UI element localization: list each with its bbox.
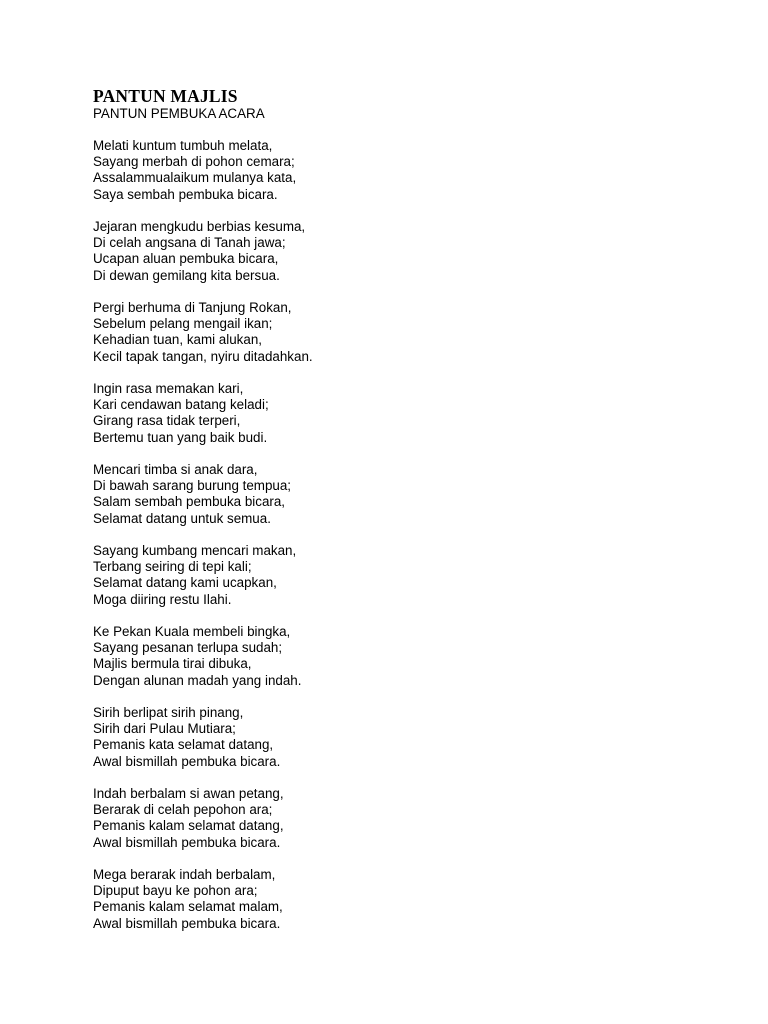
- stanza-line: Sirih berlipat sirih pinang,: [93, 705, 244, 720]
- stanza-line: Awal bismillah pembuka bicara.: [93, 915, 281, 931]
- stanza-line: Awal bismillah pembuka bicara.: [93, 834, 281, 850]
- stanza-4: [93, 381, 733, 446]
- stanza-line: Ke Pekan Kuala membeli bingka,: [93, 624, 291, 639]
- stanza-line: Di celah angsana di Tanah jawa;: [93, 235, 286, 251]
- stanza-line: Pemanis kata selamat datang,: [93, 737, 274, 753]
- stanza-line: Moga diiring restu Ilahi.: [93, 591, 232, 607]
- stanza-line: Pemanis kalam selamat datang,: [93, 818, 284, 834]
- stanza-line: Jejaran mengkudu berbias kesuma,: [93, 219, 306, 234]
- stanza-line: Awal bismillah pembuka bicara.: [93, 753, 281, 769]
- stanza-line: Sebelum pelang mengail ikan;: [93, 316, 273, 332]
- stanza-6: [93, 543, 733, 608]
- stanza-line: Mega berarak indah berbalam,: [93, 867, 276, 882]
- stanza-5: [93, 462, 733, 527]
- stanza-line: Assalammualaikum mulanya kata,: [93, 170, 297, 186]
- stanza-line: Sayang kumbang mencari makan,: [93, 543, 297, 558]
- stanza-line: Selamat datang untuk semua.: [93, 510, 271, 526]
- stanza-1: [93, 138, 733, 203]
- stanza-line: Di dewan gemilang kita bersua.: [93, 267, 280, 283]
- stanza-line: Mencari timba si anak dara,: [93, 462, 258, 477]
- stanza-line: Bertemu tuan yang baik budi.: [93, 429, 268, 445]
- stanza-line: Indah berbalam si awan petang,: [93, 786, 284, 801]
- document-page: [93, 86, 733, 948]
- stanza-9: [93, 786, 733, 851]
- stanza-line: Kari cendawan batang keladi;: [93, 397, 269, 413]
- stanza-line: Berarak di celah pepohon ara;: [93, 802, 273, 818]
- stanza-line: Kecil tapak tangan, nyiru ditadahkan.: [93, 348, 313, 364]
- stanza-line: Ingin rasa memakan kari,: [93, 381, 244, 396]
- stanza-line: Di bawah sarang burung tempua;: [93, 478, 292, 494]
- stanza-line: Pemanis kalam selamat malam,: [93, 899, 283, 915]
- stanza-line: Ucapan aluan pembuka bicara,: [93, 251, 279, 267]
- document-subtitle: PANTUN PEMBUKA ACARA: [93, 106, 265, 121]
- stanza-line: Salam sembah pembuka bicara,: [93, 494, 286, 510]
- stanza-2: [93, 219, 733, 284]
- document-title: PANTUN MAJLIS: [93, 86, 238, 106]
- stanza-line: Sayang pesanan terlupa sudah;: [93, 640, 283, 656]
- stanza-line: Majlis bermula tirai dibuka,: [93, 656, 252, 672]
- stanza-line: Kehadian tuan, kami alukan,: [93, 332, 262, 348]
- stanza-line: Sirih dari Pulau Mutiara;: [93, 721, 236, 737]
- stanza-line: Dipuput bayu ke pohon ara;: [93, 883, 258, 899]
- stanza-line: Melati kuntum tumbuh melata,: [93, 138, 273, 153]
- stanza-line: Saya sembah pembuka bicara.: [93, 186, 278, 202]
- stanza-line: Dengan alunan madah yang indah.: [93, 672, 302, 688]
- stanza-line: Selamat datang kami ucapkan,: [93, 575, 277, 591]
- stanza-3: [93, 300, 733, 365]
- stanza-line: Pergi berhuma di Tanjung Rokan,: [93, 300, 292, 315]
- stanza-8: [93, 705, 733, 770]
- stanza-10: [93, 867, 733, 932]
- stanza-line: Sayang merbah di pohon cemara;: [93, 154, 295, 170]
- stanza-line: Terbang seiring di tepi kali;: [93, 559, 252, 575]
- stanza-line: Girang rasa tidak terperi,: [93, 413, 241, 429]
- stanza-7: [93, 624, 733, 689]
